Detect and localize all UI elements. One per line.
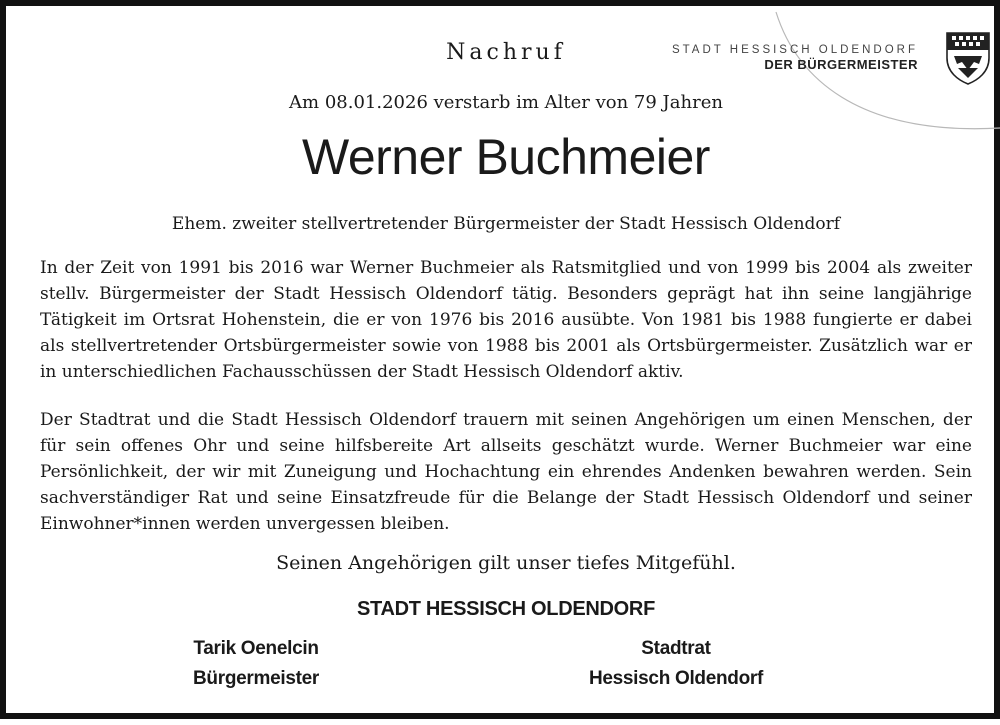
signature-name: Stadtrat <box>641 638 711 659</box>
signature-title: Bürgermeister <box>193 668 319 689</box>
organization-name: STADT HESSISCH OLDENDORF <box>357 598 655 620</box>
deceased-role: Ehem. zweiter stellvertretender Bürgermeister der Stadt Hessisch Oldendorf <box>171 214 841 234</box>
biography-paragraph: In der Zeit von 1991 bis 2016 war Werner Buchmeier als Ratsmitglied und von 1999 bis 2004 als zweiter stellv. Bürgermeister der Stadt Hessisch Oldendorf tätig. Besonders geprägt hat ihn seine langjährige Tätigkeit im Ortsrat Hohenstein, die er von 1976 bis 2016 ausübte. Von 1981 bis 1988 fungierte er dabei als stellvertretender Ortsbürgermeister sowie von 1988 bis 2001 als Ortsbürgermeister. Zusätzlich war er in unterschiedlichen Fachausschüssen der Stadt Hessisch Oldendorf aktiv. <box>40 258 972 382</box>
signature-name: Tarik Oenelcin <box>193 638 319 659</box>
signature-mayor <box>156 634 356 694</box>
condolence-line: Seinen Angehörigen gilt unser tiefes Mitgefühl. <box>276 552 736 574</box>
deceased-name: Werner Buchmeier <box>302 129 710 185</box>
signature-title: Hessisch Oldendorf <box>588 668 764 689</box>
death-announcement: Am 08.01.2026 verstarb im Alter von 79 Jahren <box>289 92 723 113</box>
logo-city-name: STADT HESSISCH OLDENDORF <box>671 44 918 56</box>
notice-heading: Nachruf <box>446 40 566 65</box>
logo-office: DER BÜRGERMEISTER <box>764 57 918 72</box>
signature-council <box>546 634 806 694</box>
tribute-paragraph: Der Stadtrat und die Stadt Hessisch Oldendorf trauern mit seinen Angehörigen um einen Menschen, der für sein offenes Ohr und seine hilfsbereite Art allseits geschätzt wurde. Werner Buchmeier war eine Persönlichkeit, der wir mit Zuneigung und Hochachtung ein ehrendes Andenken bewahren werden. Sein sachverständiger Rat und seine Einsatzfreude für die Belange der Stadt Hessisch Oldendorf und seiner Einwohner*innen werden unvergessen bleiben. <box>40 410 972 534</box>
